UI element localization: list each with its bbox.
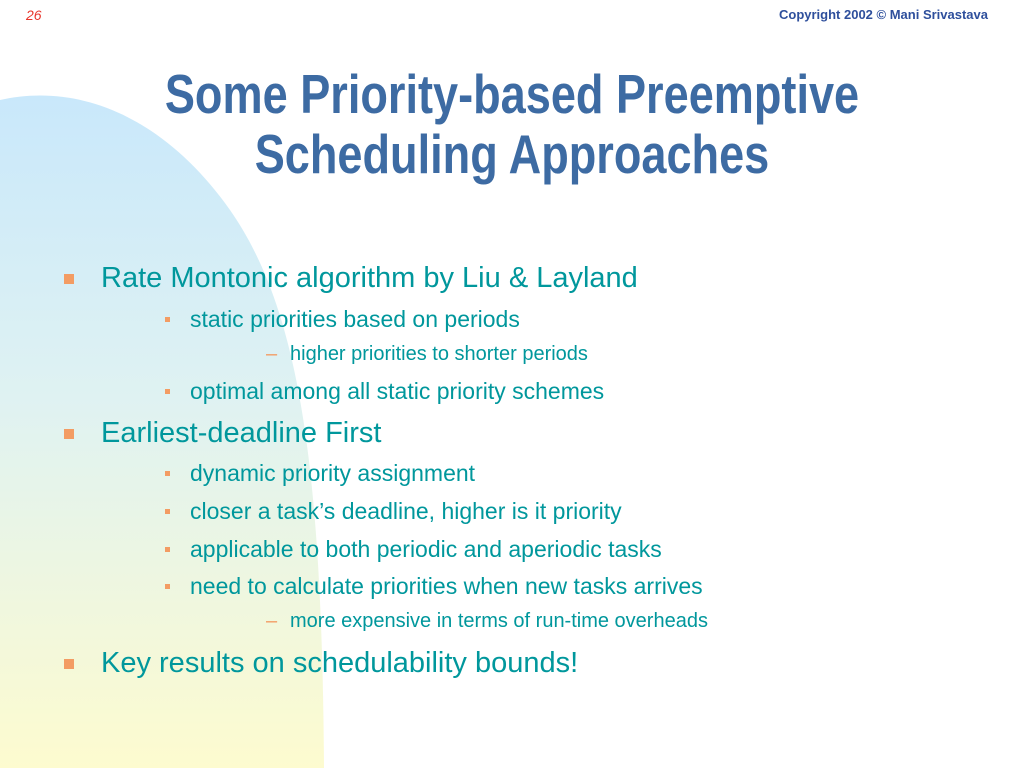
- dash-bullet-icon: –: [266, 343, 278, 365]
- sub-bullet-text: need to calculate priorities when new tasks arrives: [190, 573, 703, 599]
- square-bullet-icon: [64, 274, 74, 284]
- sub-sub-bullet-text: more expensive in terms of run-time overheads: [290, 610, 708, 632]
- square-bullet-icon: [165, 547, 170, 552]
- square-bullet-icon: [64, 429, 74, 439]
- square-bullet-icon: [165, 389, 170, 394]
- square-bullet-icon: [64, 659, 74, 669]
- sub-bullet-text: static priorities based on periods: [190, 306, 520, 332]
- square-bullet-icon: [165, 471, 170, 476]
- sub-bullet-text: optimal among all static priority schemes: [190, 378, 605, 404]
- sub-bullet-text: closer a task’s deadline, higher is it priority: [190, 498, 622, 524]
- square-bullet-icon: [165, 317, 170, 322]
- slide-number: 26: [26, 7, 42, 23]
- title-line-1: Some Priority-based Preemptive: [164, 63, 860, 125]
- bullet-text: Key results on schedulability bounds!: [101, 647, 579, 679]
- square-bullet-icon: [165, 509, 170, 514]
- dash-bullet-icon: –: [266, 610, 278, 632]
- bullet-text: Earliest-deadline First: [101, 417, 382, 449]
- copyright-notice: Copyright 2002 © Mani Srivastava: [779, 7, 988, 22]
- sub-bullet-text: dynamic priority assignment: [190, 460, 476, 486]
- bullet-text: Rate Montonic algorithm by Liu & Layland: [101, 262, 638, 294]
- square-bullet-icon: [165, 584, 170, 589]
- title-line-2: Scheduling Approaches: [254, 123, 770, 185]
- sub-bullet-text: applicable to both periodic and aperiodic tasks: [190, 536, 662, 562]
- sub-sub-bullet-text: higher priorities to shorter periods: [290, 343, 588, 365]
